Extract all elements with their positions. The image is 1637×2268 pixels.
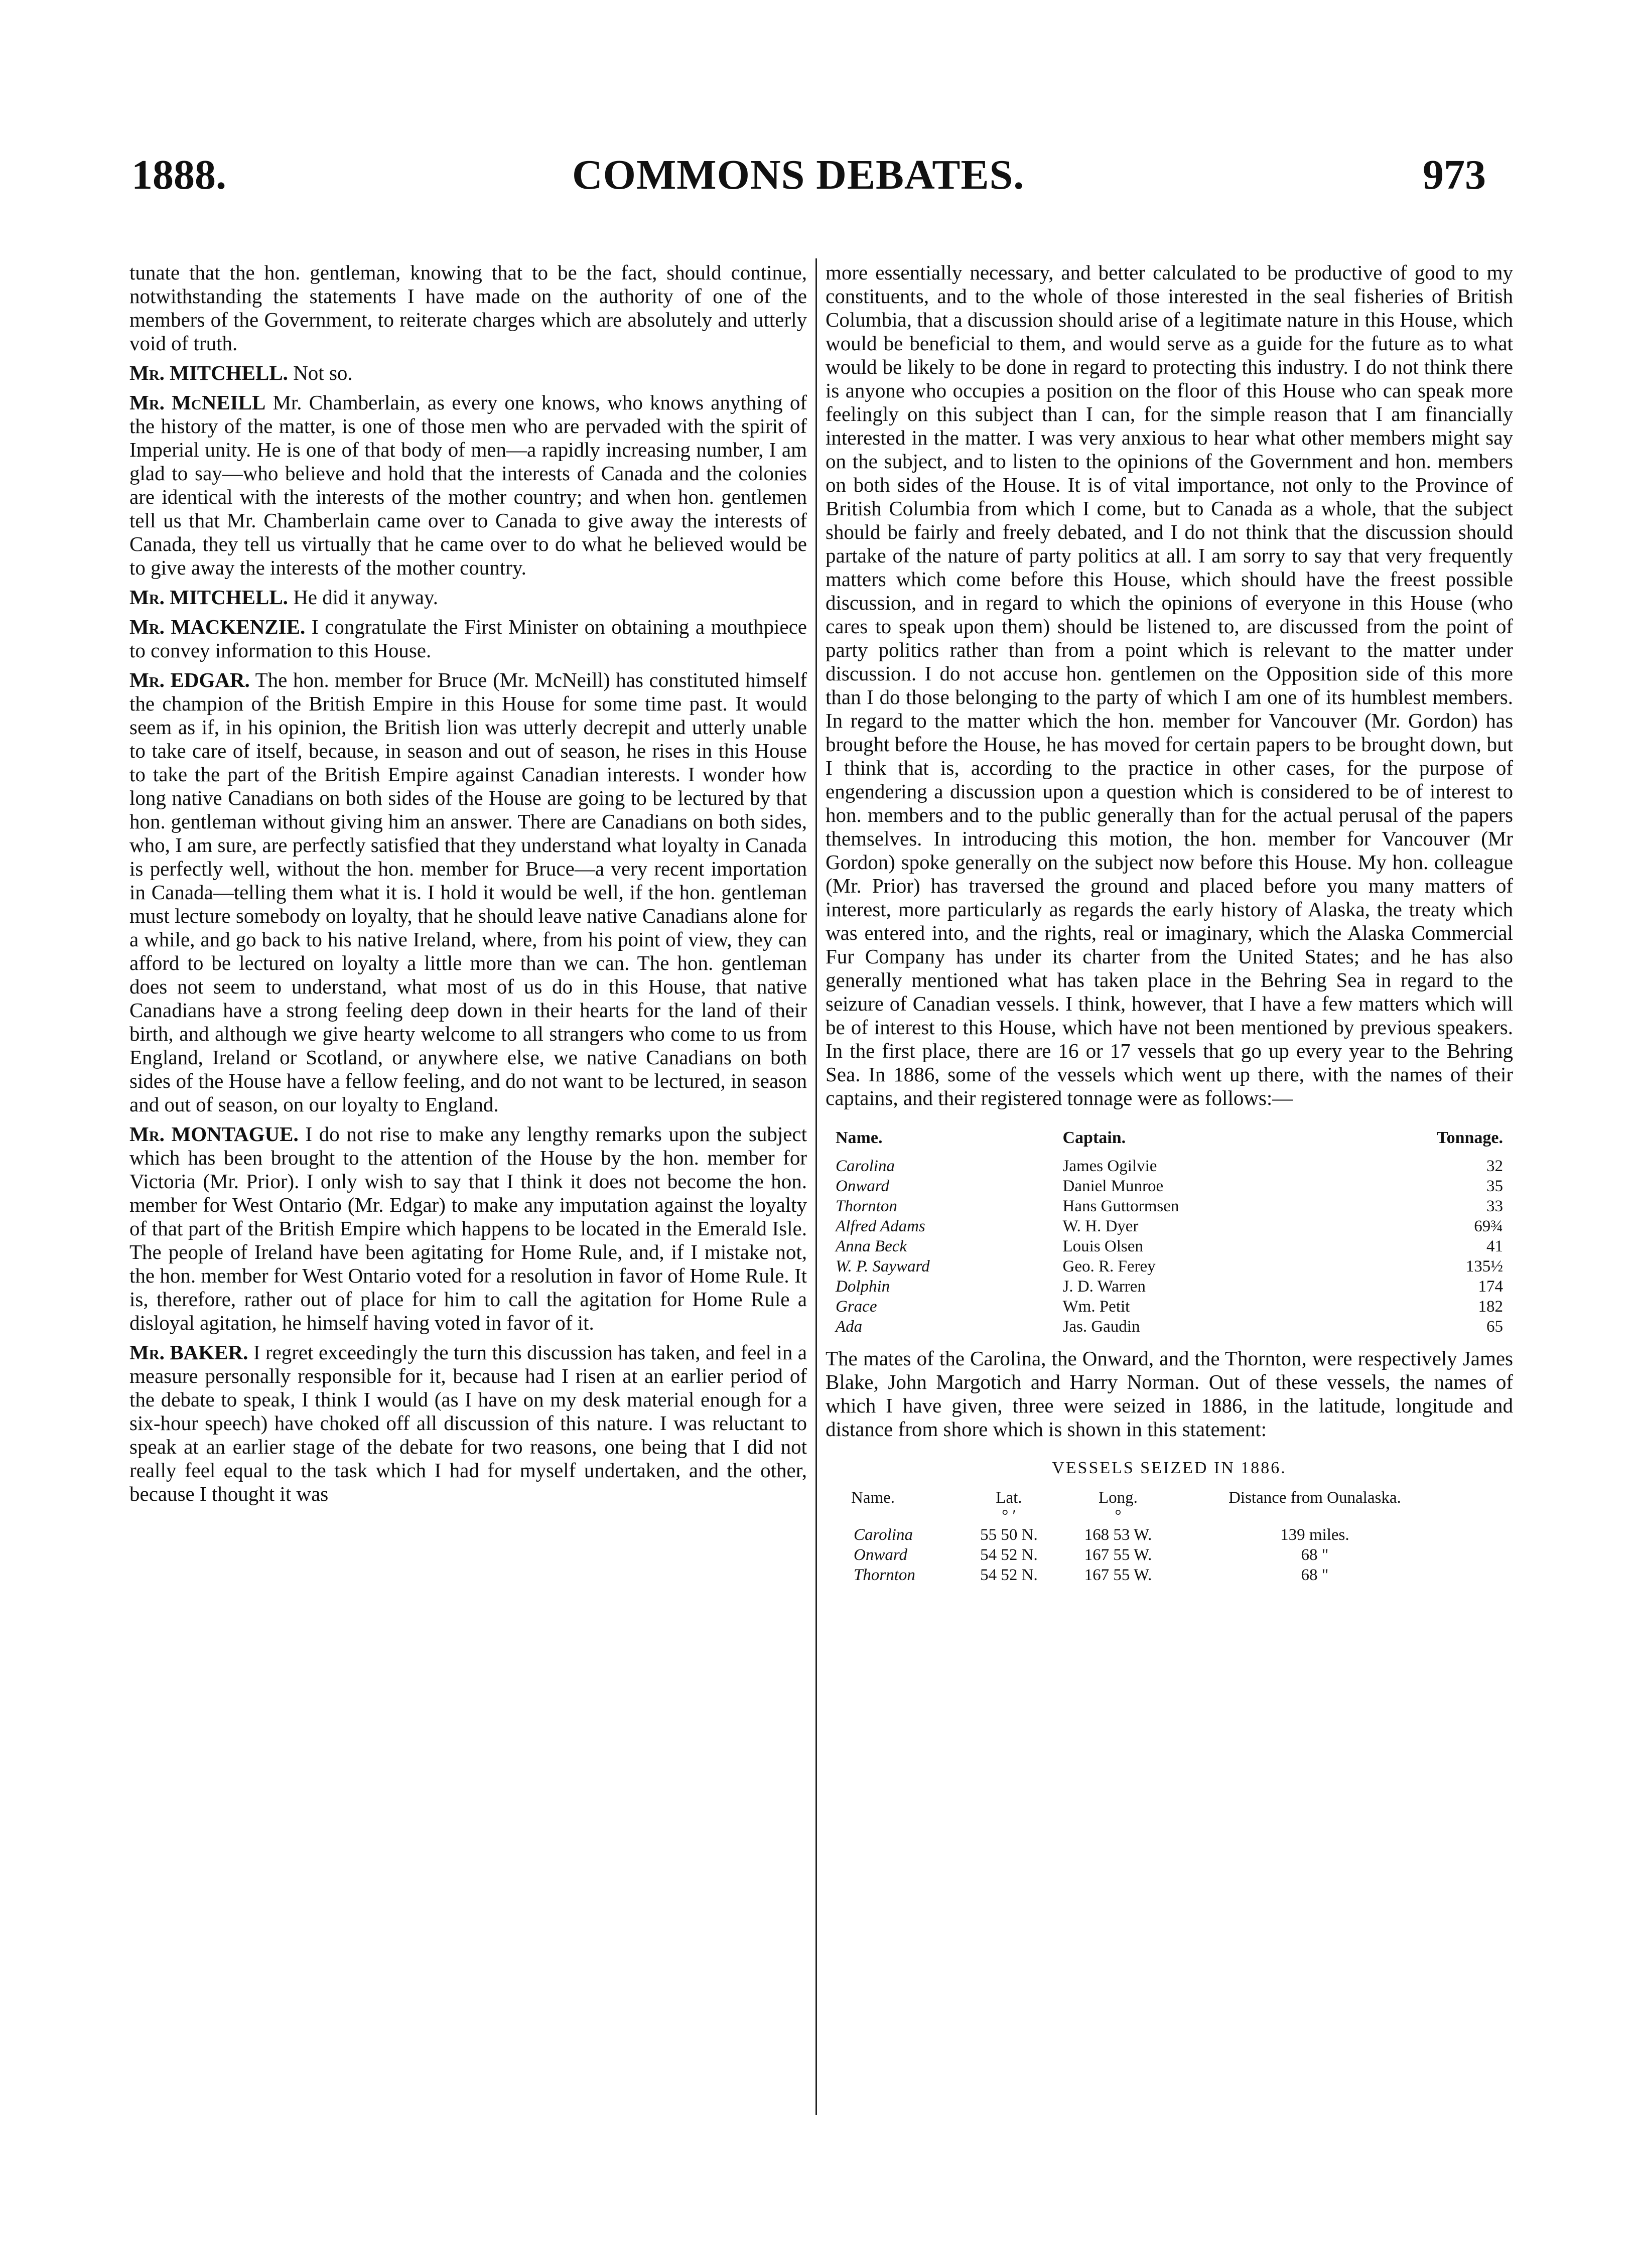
vessel-name: Onward <box>836 1177 889 1195</box>
distance-value: 68 " <box>1301 1546 1329 1564</box>
seized-name-header: Name. <box>851 1489 895 1507</box>
speech-text: The hon. member for Bruce (Mr. McNeill) has constituted himself the champion of the British Empire in this House for some time past. It would seem as if, in his opinion, the British lion was utterly decrepit and utterly unable to take care of itself, because, in season and out of season, he rises in this House to take the part of the British Empire against Canadian interests. I wonder how long native Canadians on both sides of the House are going to be lectured by that hon. gentleman without giving him an answer. There are Canadians on both sides, who, I am sure, are perfectly satisfied that they understand what loyalty in Canada is perfectly well, without the hon. member for Bruce—a very recent importation in Canada—telling them what it is. I hold it would be well, if the hon. gentleman must lecture somebody on loyalty, that he should leave native Canadians alone for a while, and go back to his native Ireland, where, from his point of view, they can afford to be lectured on loyalty a little more than we can. The hon. gentleman does not seem to understand, what most of us do in this House, that native Canadians have a strong feeling deep down in their hearts for the land of their birth, and although we give hearty welcome to all strangers who come to us from England, Ireland or Scotland, or anywhere else, we native Canadians on both sides of the House have a fellow feeling, and do not want to be lectured, in season and out of season, on our loyalty to England. <box>129 668 807 1116</box>
units-cell <box>851 1507 959 1525</box>
captain-name: W. H. Dyer <box>1062 1217 1139 1235</box>
vessel-row <box>836 1317 1503 1337</box>
speech-text: Not so. <box>293 361 353 384</box>
units-cell <box>1177 1507 1453 1525</box>
longitude-value: 167 55 W. <box>1084 1546 1152 1564</box>
speaker-name: Mr. MACKENZIE. <box>129 615 306 638</box>
vessel-row <box>836 1277 1503 1297</box>
tonnage-value: 32 <box>1486 1157 1503 1175</box>
vessel-row <box>836 1156 1503 1176</box>
vessel-table-header-row <box>836 1125 1503 1156</box>
vessel-name: Thornton <box>836 1197 897 1215</box>
mates-paragraph: The mates of the Carolina, the Onward, and the Thornton, were respectively James Blake, John Margotich and Harry Norman. Out of these vessels, the names of which I have given, three were seized in 1886, in the latitude, longitude and distance from shore which is shown in this statement: <box>826 1347 1513 1441</box>
vessel-row <box>836 1216 1503 1236</box>
speech-paragraph <box>129 261 807 355</box>
latitude-value: 55 50 N. <box>980 1526 1038 1544</box>
vessel-name: Dolphin <box>836 1278 890 1296</box>
seized-vessel-row <box>851 1545 1453 1565</box>
vessel-name: Alfred Adams <box>836 1217 925 1235</box>
units-cell: ° <box>1115 1507 1122 1525</box>
captain-name: James Ogilvie <box>1062 1157 1157 1175</box>
tonnage-value: 135½ <box>1465 1257 1503 1275</box>
captain-header: Captain. <box>1062 1128 1126 1147</box>
captain-name: Hans Guttormsen <box>1062 1197 1179 1215</box>
speech-text: I do not rise to make any lengthy remarks upon the subject which has been brought to the attention of the House by the hon. member for Victoria (Mr. Prior). I only wish to say that I think it does not become the hon. member for West Ontario (Mr. Edgar) to make any imputation against the loyalty of that part of the British Empire which happens to be located in the Emerald Isle. The people of Ireland have been agitating for Home Rule, and, if I mistake not, the hon. member for West Ontario voted for a resolution in favor of Home Rule. It is, therefore, rather out of place for him to call the agitation for Home Rule a disloyal agitation, he himself having voted in favor of it. <box>129 1122 807 1334</box>
longitude-value: 168 53 W. <box>1084 1526 1152 1544</box>
tonnage-value: 182 <box>1478 1298 1503 1316</box>
seized-vessel-name: Thornton <box>854 1566 915 1584</box>
vessel-captain-table <box>836 1125 1503 1337</box>
tonnage-value: 41 <box>1486 1237 1503 1255</box>
captain-name: Jas. Gaudin <box>1062 1318 1140 1336</box>
vessel-name: Ada <box>836 1318 863 1336</box>
header-year: 1888. <box>131 152 226 198</box>
seized-vessels-table <box>851 1489 1453 1585</box>
tonnage-value: 174 <box>1478 1278 1503 1296</box>
speaker-name: Mr. MITCHELL. <box>129 586 288 609</box>
header-page-number: 973 <box>1423 152 1486 198</box>
speaker-name: Mr. McNEILL <box>129 391 266 414</box>
seized-vessel-name: Carolina <box>854 1526 913 1544</box>
seized-vessel-name: Onward <box>854 1546 907 1564</box>
vessel-name: W. P. Sayward <box>836 1257 930 1275</box>
vessel-row <box>836 1236 1503 1256</box>
latitude-value: 54 52 N. <box>980 1566 1038 1584</box>
vessel-row <box>836 1297 1503 1317</box>
right-column-paragraph: more essentially necessary, and better calculated to be productive of good to my constituents, and to the whole of those interested in the seal fisheries of British Columbia, that a discussion should arise of a legitimate nature in this House, which would be beneficial to them, and would serve as a guide for the future as to what would be likely to be done in regard to protecting this industry. I do not think there is anyone who occupies a position on the floor of this House who can speak more feelingly on this subject than I can, for the simple reason that I am financially interested in the matter. I was very anxious to hear what other members might say on the subject, and to listen to the opinions of the Government and hon. members on both sides of the House. It is of vital importance, not only to the Province of British Columbia from which I come, but to Canada as a whole, that the subject should be fairly and freely debated, and I do not think that the discussion should partake of the nature of party politics at all. I am sorry to say that very frequently matters which come before this House, which should have the freest possible discussion, and in regard to which the opinions of everyone in this House (who cares to speak upon them) should be listened to, are discussed from the point of party politics rather than from a point which is relevant to the matter under discussion. I do not accuse hon. gentlemen on the Opposition side of this more than I do those belonging to the party of which I am one of its humblest members. In regard to the matter which the hon. member for Vancouver (Mr. Gordon) has brought before the House, he has moved for certain papers to be brought down, but I think that is, according to the practice in other cases, for the purpose of engendering a discussion upon a question which is considered to be of interest to hon. members and to the public generally than for the actual perusal of the papers themselves. In introducing this motion, the hon. member for Vancouver (Mr Gordon) spoke generally on the subject now before this House. My hon. colleague (Mr. Prior) has traversed the ground and placed before you many matters of interest, more particularly as regards the early history of Alaska, the treaty which was entered into, and the rights, real or imaginary, which the Alaska Commercial Fur Company has under its charter from the United States; and he has also generally mentioned what has taken place in the Behring Sea in regard to the seizure of Canadian vessels. I think, however, that I have a few matters which will be of interest to this House, which have not been mentioned by previous speakers. In the first place, there are 16 or 17 vessels that go up every year to the Behring Sea. In 1886, some of the vessels which went up there, with the names of their captains, and their registered tonnage were as follows:— <box>826 261 1513 1109</box>
speech-text: tunate that the hon. gentleman, knowing that to be the fact, should continue, notwithstanding the statements I have made on the authority of one of the members of the Government, to reiterate charges which are absolutely and utterly void of truth. <box>129 261 807 355</box>
captain-name: Louis Olsen <box>1062 1237 1143 1255</box>
seized-vessel-row <box>851 1565 1453 1585</box>
speech-paragraph <box>129 1122 807 1335</box>
vessel-row <box>836 1256 1503 1277</box>
vessel-name: Anna Beck <box>836 1237 907 1255</box>
distance-header: Distance from Ounalaska. <box>1229 1489 1401 1507</box>
speech-text: Mr. Chamberlain, as every one knows, who knows anything of the history of the matter, is one of those men who are pervaded with the spirit of Imperial unity. He is one of that body of men—a rapidly increasing number, I am glad to say—who believe and hold that the interests of Canada and the colonies are identical with the interests of the mother country; and when hon. gentlemen tell us that Mr. Chamberlain came over to Canada to give away the interests of Canada, they tell us virtually that he came over to do what he believed would be to give away the interests of the mother country. <box>129 391 807 579</box>
captain-name: Geo. R. Ferey <box>1062 1257 1156 1275</box>
seized-table-header-row <box>851 1489 1453 1507</box>
distance-value: 139 miles. <box>1280 1526 1349 1544</box>
tonnage-value: 35 <box>1486 1177 1503 1195</box>
distance-value: 68 " <box>1301 1566 1329 1584</box>
lat-header: Lat. <box>996 1489 1022 1507</box>
seized-table-body <box>851 1525 1453 1585</box>
speech-paragraph <box>129 1341 807 1506</box>
long-header: Long. <box>1099 1489 1138 1507</box>
tonnage-value: 33 <box>1486 1197 1503 1215</box>
vessel-name: Grace <box>836 1298 877 1316</box>
tonnage-header: Tonnage. <box>1437 1128 1503 1147</box>
right-column <box>826 261 1513 1585</box>
speech-paragraph <box>129 668 807 1116</box>
captain-name: J. D. Warren <box>1062 1278 1146 1296</box>
speech-paragraph <box>129 615 807 662</box>
column-divider <box>815 258 817 2115</box>
vessel-table-body <box>836 1156 1503 1337</box>
speaker-name: Mr. MONTAGUE. <box>129 1122 299 1146</box>
speaker-name: Mr. MITCHELL. <box>129 361 288 384</box>
seized-vessels-title: VESSELS SEIZED IN 1886. <box>1052 1459 1287 1477</box>
captain-name: Wm. Petit <box>1062 1298 1130 1316</box>
name-header: Name. <box>836 1128 883 1147</box>
seized-table-units-row <box>851 1507 1453 1525</box>
units-cell: ° ′ <box>1002 1507 1016 1525</box>
header-title: COMMONS DEBATES. <box>572 152 1025 198</box>
seized-vessel-row <box>851 1525 1453 1545</box>
captain-name: Daniel Munroe <box>1062 1177 1164 1195</box>
speech-paragraph <box>129 391 807 580</box>
vessel-row <box>836 1176 1503 1196</box>
tonnage-value: 69¾ <box>1474 1217 1503 1235</box>
left-column <box>129 261 807 1512</box>
longitude-value: 167 55 W. <box>1084 1566 1152 1584</box>
speech-paragraph <box>129 361 807 385</box>
tonnage-value: 65 <box>1486 1318 1503 1336</box>
speech-text: I congratulate the First Minister on obtaining a mouthpiece to convey information to this House. <box>129 615 807 662</box>
latitude-value: 54 52 N. <box>980 1546 1038 1564</box>
vessel-name: Carolina <box>836 1157 895 1175</box>
speech-text: He did it anyway. <box>293 586 439 609</box>
vessel-row <box>836 1196 1503 1216</box>
speech-text: I regret exceedingly the turn this discussion has taken, and feel in a measure personally responsible for it, because had I risen at an earlier period of the debate to speak, I think I would (as I have on my desk material enough for a six-hour speech) have choked off all discussion of this nature. I was reluctant to speak at an earlier stage of the debate for two reasons, one being that I did not really feel equal to the task which I had for myself undertaken, and the other, because I thought it was <box>129 1341 807 1505</box>
speaker-name: Mr. BAKER. <box>129 1341 248 1364</box>
speaker-name: Mr. EDGAR. <box>129 668 250 691</box>
speech-paragraph <box>129 586 807 609</box>
